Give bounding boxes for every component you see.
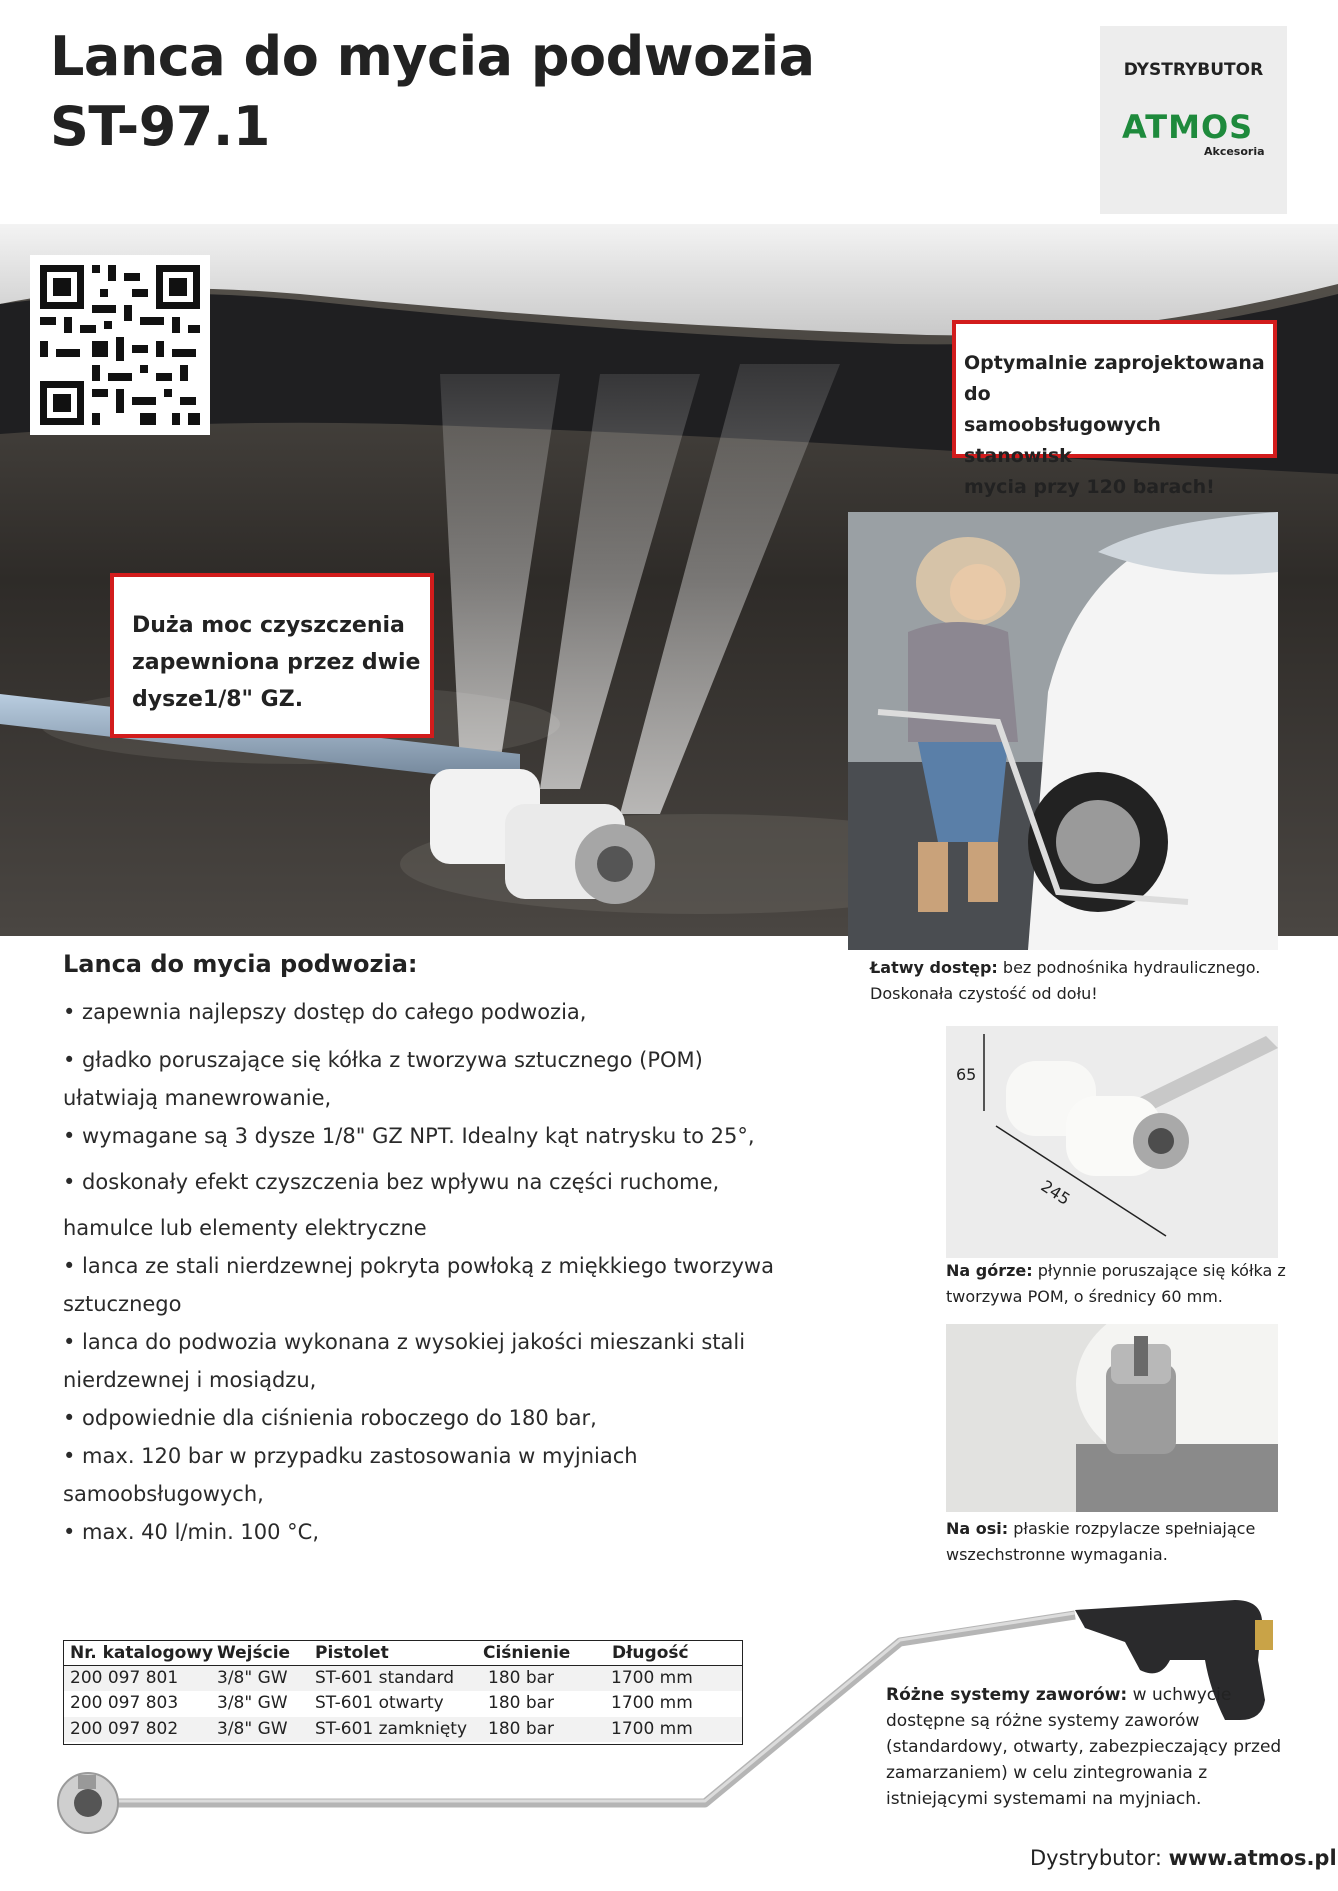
- caption-valves-line: zamarzaniem) w celu zintegrowania z: [886, 1763, 1208, 1783]
- table-header: Długość: [612, 1643, 689, 1663]
- feature-line: • wymagane są 3 dysze 1/8" GZ NPT. Idealny kąt natrysku to 25°,: [63, 1124, 755, 1148]
- caption-access: [870, 955, 1260, 1007]
- callout-cleaning-power: [110, 573, 434, 738]
- callout-right-line-2: samoobsługowych stanowisk: [964, 414, 1161, 467]
- caption-access-text: bez podnośnika hydraulicznego.: [997, 958, 1261, 977]
- caption-access-line2: Doskonała czystość od dołu!: [870, 984, 1098, 1003]
- feature-line: • lanca do podwozia wykonana z wysokiej jakości mieszanki stali: [63, 1330, 746, 1354]
- caption-valves-text: w uchwycie: [1127, 1685, 1232, 1705]
- caption-axis-line2: wszechstronne wymagania.: [946, 1545, 1168, 1564]
- table-header: Nr. katalogowy: [70, 1643, 214, 1663]
- table-cell: 180 bar: [488, 1719, 555, 1739]
- caption-axis-bold: Na osi:: [946, 1519, 1009, 1538]
- dimension-length-label: 245: [1037, 1176, 1074, 1209]
- feature-line: nierdzewnej i mosiądzu,: [63, 1368, 317, 1392]
- distributor-logo-box: [1100, 26, 1287, 214]
- caption-axis: [946, 1516, 1255, 1568]
- table-row: [64, 1665, 742, 1691]
- qr-code[interactable]: [30, 255, 210, 435]
- table-header-row: [64, 1641, 742, 1666]
- feature-line: • doskonały efekt czyszczenia bez wpływu na części ruchome,: [63, 1170, 720, 1194]
- atmos-logo: ATMOS: [1122, 108, 1254, 146]
- caption-axis-text: płaskie rozpylacze spełniające: [1008, 1519, 1256, 1538]
- table-cell: 200 097 802: [70, 1719, 179, 1739]
- caption-access-bold: Łatwy dostęp:: [870, 958, 998, 977]
- caption-valves-line: dostępne są różne systemy zaworów: [886, 1711, 1200, 1731]
- callout-right-line-1: Optymalnie zaprojektowana do: [964, 352, 1265, 405]
- page-title: [50, 22, 815, 162]
- footer-url-link[interactable]: www.atmos.pl: [1168, 1846, 1337, 1870]
- caption-valves-line: (standardowy, otwarty, zabezpieczający przed: [886, 1737, 1282, 1757]
- title-line-2: ST-97.1: [50, 95, 270, 158]
- table-header: Pistolet: [315, 1643, 389, 1663]
- table-cell: 1700 mm: [611, 1693, 693, 1713]
- feature-line: • max. 120 bar w przypadku zastosowania w myjniach: [63, 1444, 638, 1468]
- table-header: Wejście: [217, 1643, 291, 1663]
- table-cell: 200 097 803: [70, 1693, 179, 1713]
- features-title: Lanca do mycia podwozia:: [63, 950, 418, 978]
- callout-left-line-2: zapewniona przez dwie: [132, 650, 421, 675]
- catalogue-table: [63, 1640, 743, 1745]
- caption-wheels: [946, 1258, 1286, 1310]
- table-cell: 1700 mm: [611, 1668, 693, 1688]
- footer-label: Dystrybutor:: [1030, 1846, 1162, 1870]
- table-cell: 200 097 801: [70, 1668, 179, 1688]
- callout-left-line-3: dysze1/8" GZ.: [132, 687, 304, 712]
- table-cell: 3/8" GW: [217, 1719, 288, 1739]
- caption-wheels-line2: tworzywa POM, o średnicy 60 mm.: [946, 1287, 1223, 1306]
- table-cell: 180 bar: [488, 1693, 555, 1713]
- callout-self-service: [952, 320, 1277, 498]
- callout-left-line-1: Duża moc czyszczenia: [132, 613, 405, 638]
- atmos-logo-sub: Akcesoria: [1204, 145, 1265, 158]
- table-cell: 3/8" GW: [217, 1668, 288, 1688]
- feature-line: • lanca ze stali nierdzewnej pokryta powłoką z miękkiego tworzywa: [63, 1254, 774, 1278]
- woman-washing-car-photo: [848, 512, 1278, 950]
- feature-line: sztucznego: [63, 1292, 182, 1316]
- feature-line: ułatwiają manewrowanie,: [63, 1086, 332, 1110]
- table-cell: ST-601 zamknięty: [315, 1719, 468, 1739]
- distributor-label: DYSTRYBUTOR: [1123, 60, 1264, 80]
- feature-line: samoobsługowych,: [63, 1482, 264, 1506]
- table-row: [64, 1691, 742, 1716]
- feature-line: • max. 40 l/min. 100 °C,: [63, 1520, 320, 1544]
- caption-wheels-text: płynnie poruszające się kółka z: [1032, 1261, 1286, 1280]
- title-line-1: Lanca do mycia podwozia: [50, 25, 815, 88]
- table-cell: ST-601 otwarty: [315, 1693, 444, 1713]
- nozzle-photo: [946, 1324, 1278, 1512]
- table-header: Ciśnienie: [483, 1643, 571, 1663]
- dimension-height-label: 65: [956, 1065, 977, 1084]
- caption-valves: [886, 1682, 1281, 1812]
- caption-wheels-bold: Na górze:: [946, 1261, 1033, 1280]
- wheels-dimension-photo: [946, 1026, 1278, 1258]
- feature-line: hamulce lub elementy elektryczne: [63, 1216, 427, 1240]
- caption-valves-bold: Różne systemy zaworów:: [886, 1685, 1128, 1705]
- table-cell: 180 bar: [488, 1668, 555, 1688]
- caption-valves-line: istniejącymi systemami na myjniach.: [886, 1789, 1202, 1809]
- feature-line: • zapewnia najlepszy dostęp do całego podwozia,: [63, 1000, 587, 1024]
- callout-right-line-3: mycia przy 120 barach!: [964, 476, 1215, 498]
- footer-distributor: [1030, 1846, 1337, 1870]
- feature-line: • gładko poruszające się kółka z tworzywa sztucznego (POM): [63, 1048, 703, 1072]
- table-row: [64, 1717, 742, 1742]
- table-cell: ST-601 standard: [315, 1668, 455, 1688]
- table-cell: 3/8" GW: [217, 1693, 288, 1713]
- table-cell: 1700 mm: [611, 1719, 693, 1739]
- feature-line: • odpowiednie dla ciśnienia roboczego do 180 bar,: [63, 1406, 597, 1430]
